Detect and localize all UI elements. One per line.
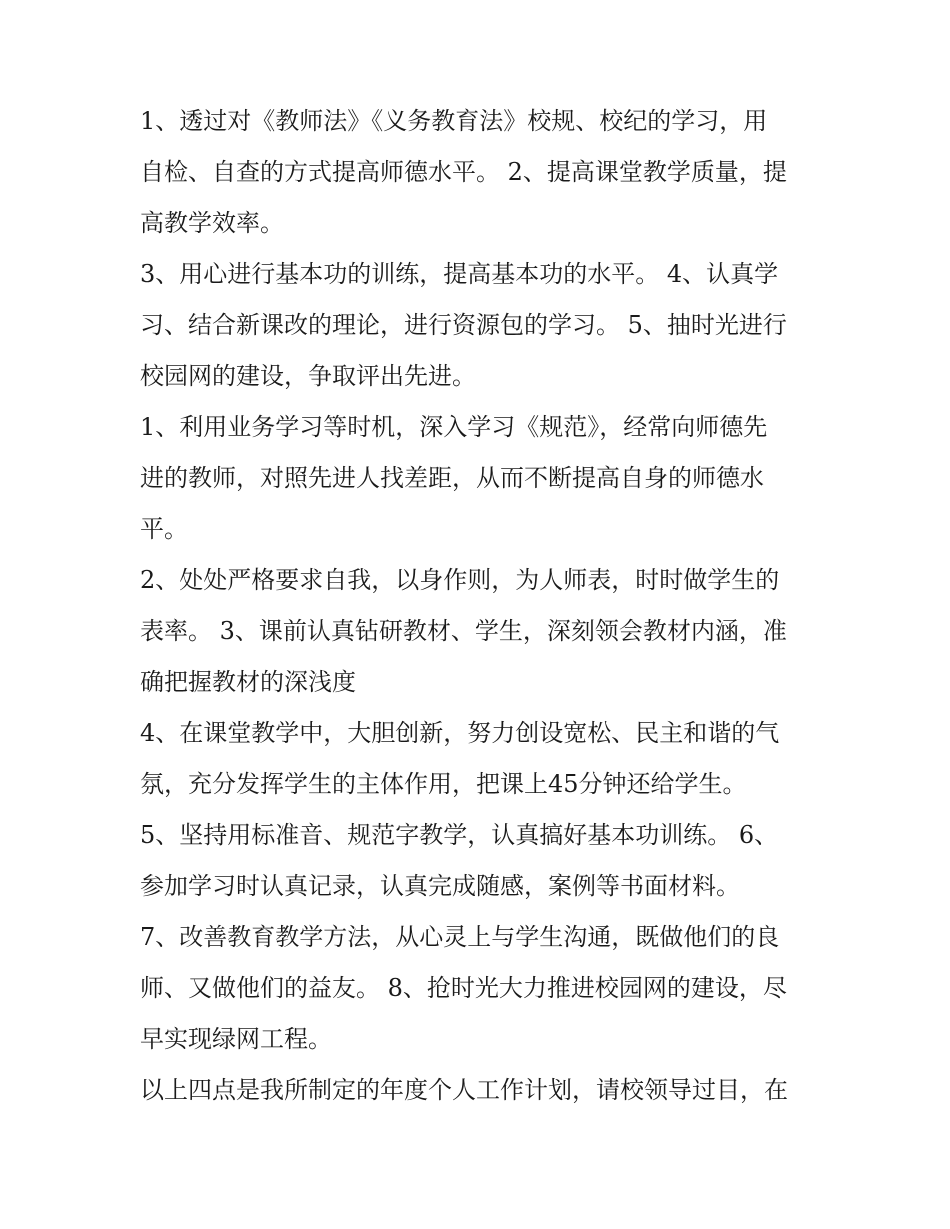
- text-line: 7、改善教育教学方法，从心灵上与学生沟通，既做他们的良: [140, 923, 780, 951]
- text-line: 1、透过对《教师法》《义务教育法》校规、校纪的学习，用: [140, 107, 768, 135]
- text-line: 4、在课堂教学中，大胆创新，努力创设宽松、民主和谐的气: [140, 719, 780, 747]
- text-line: 习、结合新课改的理论，进行资源包的学习。 5、抽时光进行: [140, 311, 787, 339]
- text-line: 3、用心进行基本功的训练，提高基本功的水平。 4、认真学: [140, 260, 779, 288]
- text-line: 高教学效率。: [140, 209, 284, 237]
- text-line: 以上四点是我所制定的年度个人工作计划，请校领导过目，在: [140, 1076, 788, 1104]
- text-line: 早实现绿网工程。: [140, 1025, 332, 1053]
- text-line: 自检、自查的方式提高师德水平。 2、提高课堂教学质量，提: [140, 158, 787, 186]
- text-line: 参加学习时认真记录，认真完成随感，案例等书面材料。: [140, 872, 740, 900]
- text-line: 5、坚持用标准音、规范字教学，认真搞好基本功训练。 6、: [140, 821, 779, 849]
- text-line: 师、又做他们的益友。 8、抢时光大力推进校园网的建设，尽: [140, 974, 787, 1002]
- text-line: 氛，充分发挥学生的主体作用，把课上45分钟还给学生。: [140, 770, 747, 798]
- text-line: 进的教师，对照先进人找差距，从而不断提高自身的师德水: [140, 464, 764, 492]
- document-body: [140, 104, 820, 1107]
- text-line: 表率。 3、课前认真钻研教材、学生，深刻领会教材内涵，准: [140, 617, 787, 645]
- text-line: 确把握教材的深浅度: [140, 668, 356, 696]
- text-line: 平。: [140, 515, 188, 543]
- text-line: 1、利用业务学习等时机，深入学习《规范》，经常向师德先: [140, 413, 768, 441]
- text-line: 校园网的建设，争取评出先进。: [140, 362, 476, 390]
- text-line: 2、处处严格要求自我，以身作则，为人师表，时时做学生的: [140, 566, 780, 594]
